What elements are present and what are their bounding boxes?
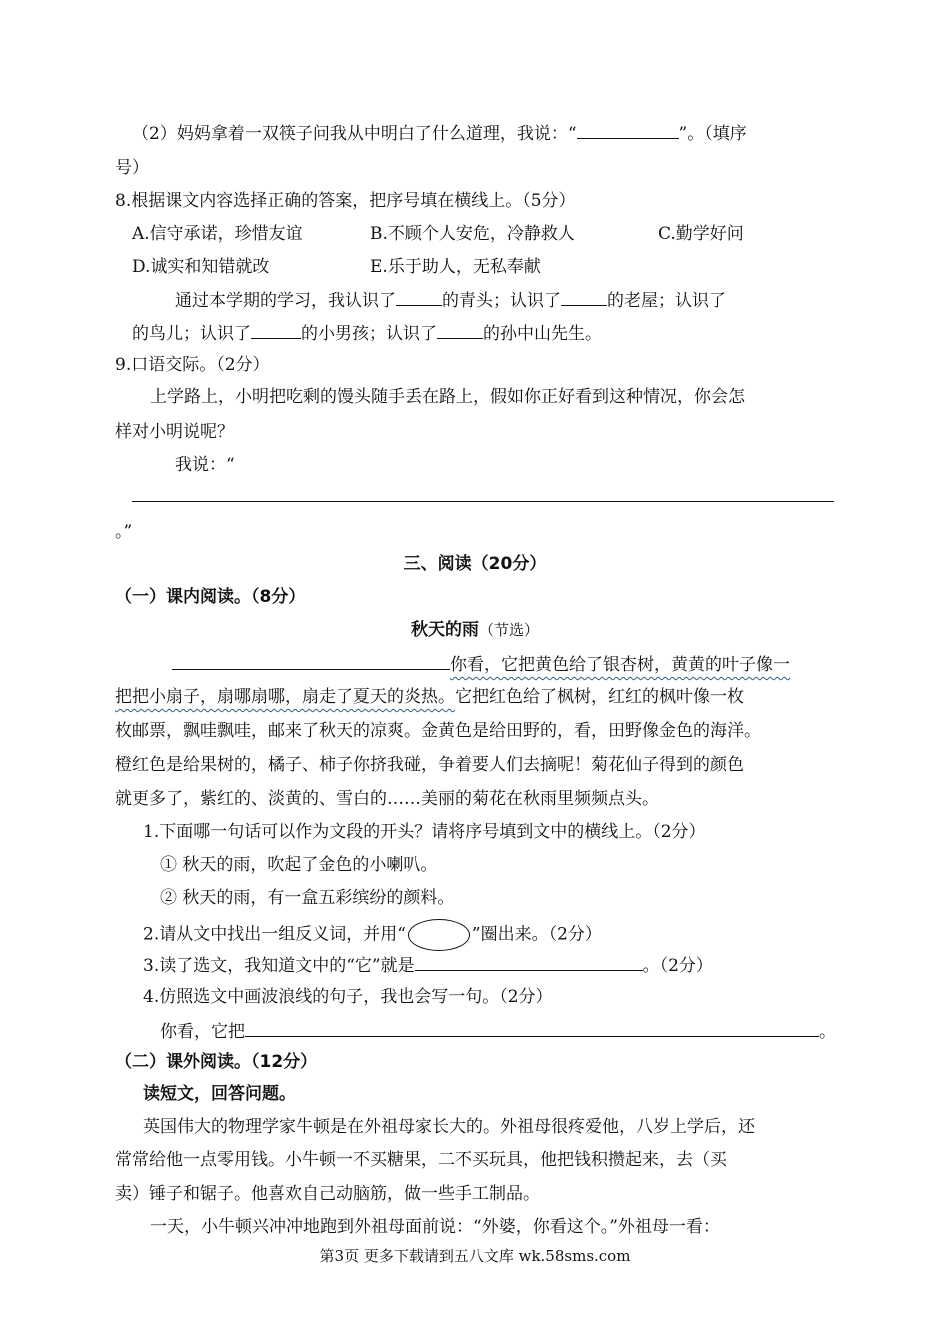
part1-q2-text-a: 2.请从文中找出一组反义词，并用“ [143, 924, 406, 945]
q8-s2: 的青头；认识了 [442, 291, 561, 311]
answer-blank[interactable] [396, 287, 442, 306]
page-footer: 第3页 更多下载请到五八文库 wk.58sms.com [319, 1247, 631, 1265]
part1-q4-prefix: 你看，它把 [160, 1022, 245, 1042]
circle-mark-icon [408, 919, 470, 951]
passage-heading [0, 618, 950, 642]
part2-paragraph-1: 英国伟大的物理学家牛顿是在外祖母家长大的。外祖母很疼爱他，八岁上学后，还 [143, 1117, 755, 1137]
passage-line-1 [172, 651, 790, 677]
q9-answer-prefix: 我说：“ [175, 455, 235, 475]
part1-q2-text-b: ”圈出来。（2分） [471, 924, 602, 945]
passage-title: 秋天的雨 [410, 620, 479, 640]
part2-paragraph-3: 卖）锤子和锯子。他喜欢自己动脑筋，做一些手工制品。 [115, 1184, 540, 1204]
part1-q3-text-b: 。（2分） [642, 956, 713, 976]
q8-s4: 的鸟儿；认识了 [132, 324, 251, 344]
q9-title: 9.口语交际。（2分） [115, 355, 270, 375]
q8-option-a: A.信守承诺，珍惜友谊 [132, 224, 303, 244]
part1-title: （一）课内阅读。（8分） [115, 587, 306, 607]
part1-q1-option-1: ① 秋天的雨，吹起了金色的小喇叭。 [160, 855, 438, 875]
q8-title: 8.根据课文内容选择正确的答案，把序号填在横线上。（5分） [115, 191, 576, 211]
q8-s5: 的小男孩；认识了 [301, 324, 437, 344]
passage-wavy-1: 你看，它把黄色给了银杏树，黄黄的叶子像一 [450, 655, 790, 675]
q7-2-line2: 号） [115, 158, 149, 178]
q8-option-e: E.乐于助人，无私奉献 [370, 257, 541, 277]
q7-2-text-b: ”。（填序 [678, 124, 747, 144]
part1-q4: 4.仿照选文中画波浪线的句子，我也会写一句。（2分） [143, 987, 553, 1007]
passage-line-4: 橙红色是给果树的，橘子、柿子你挤我碰，争着要人们去摘呢！菊花仙子得到的颜色 [115, 755, 744, 775]
part1-q1: 1.下面哪一句话可以作为文段的开头？请将序号填到文中的横线上。（2分） [143, 822, 706, 842]
q9-answer-line[interactable] [132, 501, 834, 502]
passage-note: （节选） [478, 621, 539, 639]
section-title: 三、阅读（20分） [403, 554, 547, 574]
q9-paragraph-1: 上学路上，小明把吃剩的馒头随手丢在路上，假如你正好看到这种情况，你会怎 [150, 387, 745, 407]
answer-blank[interactable] [245, 1018, 819, 1037]
part1-q4-suffix: 。 [819, 1022, 836, 1042]
answer-blank[interactable] [577, 120, 679, 139]
part1-q4-answer [160, 1018, 836, 1044]
passage-line-3: 枚邮票，飘哇飘哇，邮来了秋天的凉爽。金黄色是给田野的，看，田野像金色的海洋。 [115, 721, 761, 741]
q8-sentence-2 [132, 320, 602, 346]
part2-instruction: 读短文，回答问题。 [143, 1084, 296, 1104]
q9-paragraph-2: 样对小明说呢？ [115, 422, 234, 442]
answer-blank[interactable] [172, 651, 450, 670]
passage-wavy-2: 把把小扇子，扇哪扇哪，扇走了夏天的炎热。 [115, 687, 455, 707]
q8-s6: 的孙中山先生。 [483, 324, 602, 344]
answer-blank[interactable] [251, 320, 301, 339]
passage-line-5: 就更多了，紫红的、淡黄的、雪白的……美丽的菊花在秋雨里频频点头。 [115, 789, 659, 809]
q8-s1: 通过本学期的学习，我认识了 [175, 291, 396, 311]
q8-option-b: B.不顾个人安危，冷静救人 [370, 224, 575, 244]
part2-paragraph-4: 一天，小牛顿兴冲冲地跑到外祖母面前说：“外婆，你看这个。”外祖母一看： [150, 1217, 720, 1237]
q7-2-line1 [132, 120, 747, 146]
q9-answer-suffix: 。” [115, 522, 133, 542]
answer-blank[interactable] [561, 287, 607, 306]
q8-s3: 的老屋；认识了 [607, 291, 726, 311]
part1-q2 [143, 919, 602, 951]
answer-blank[interactable] [415, 952, 643, 971]
part1-q1-option-2: ② 秋天的雨，有一盒五彩缤纷的颜料。 [160, 888, 455, 908]
q8-option-d: D.诚实和知错就改 [132, 257, 270, 277]
part2-title: （二）课外阅读。（12分） [115, 1052, 318, 1072]
part1-q3-text-a: 3.读了选文，我知道文中的“它”就是 [143, 956, 415, 976]
answer-blank[interactable] [437, 320, 483, 339]
q8-option-c: C.勤学好问 [658, 224, 744, 244]
passage-line-2 [115, 685, 744, 709]
passage-text-2b: 它把红色给了枫树，红红的枫叶像一枚 [455, 687, 744, 707]
part1-q3 [143, 952, 713, 978]
part2-paragraph-2: 常常给他一点零用钱。小牛顿一不买糖果，二不买玩具，他把钱积攒起来，去（买 [115, 1150, 727, 1170]
q8-sentence-1 [175, 287, 726, 313]
q7-2-text-a: （2）妈妈拿着一双筷子问我从中明白了什么道理，我说：“ [132, 124, 577, 144]
